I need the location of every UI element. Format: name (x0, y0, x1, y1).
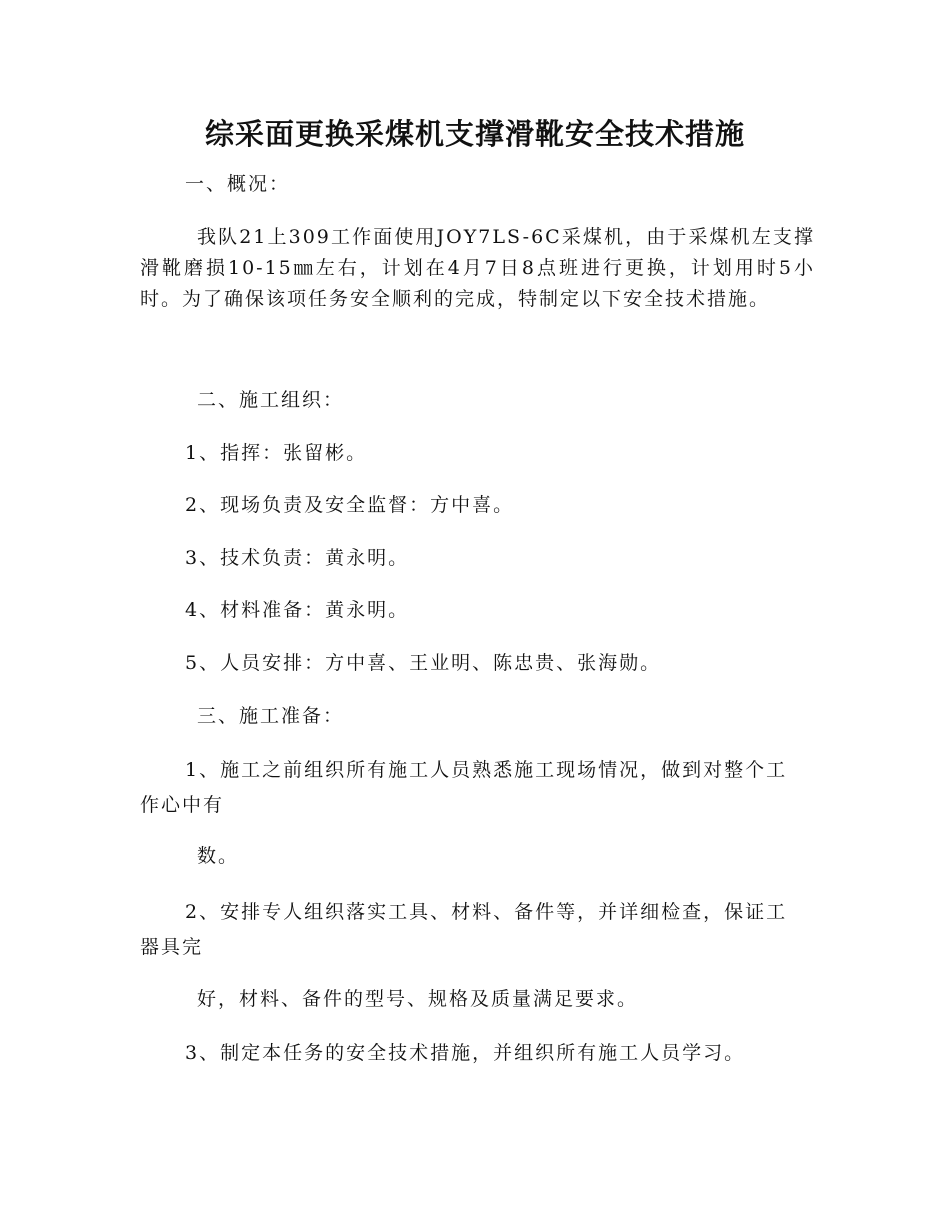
preparation-item2-line2: 器具完 (140, 936, 204, 958)
organization-item-materials: 4、材料准备：黄永明。 (185, 599, 410, 621)
organization-item-personnel: 5、人员安排：方中喜、王业明、陈忠贵、张海勋。 (185, 652, 662, 674)
organization-item-site-supervisor: 2、现场负责及安全监督：方中喜。 (185, 494, 515, 516)
preparation-item1-line1: 1、施工之前组织所有施工人员熟悉施工现场情况，做到对整个工 (185, 759, 788, 781)
section-heading-organization: 二、施工组织： (197, 389, 345, 411)
overview-paragraph: 我队21上309工作面使用JOY7LS-6C采煤机，由于采煤机左支撑滑靴磨损10-15㎜左右，计划在4月7日8点班进行更换，计划用时5小时。为了确保该项任务安全顺利的完成，特制定以下安全技术措施。 (140, 226, 815, 310)
section-heading-overview: 一、概况： (185, 173, 291, 195)
preparation-item1-line2: 作心中有 (140, 794, 225, 816)
document-title: 综采面更换采煤机支撑滑靴安全技术措施 (204, 117, 745, 151)
organization-item-technical-lead: 3、技术负责：黄永明。 (185, 547, 410, 569)
preparation-item1-line3: 数。 (197, 845, 240, 867)
preparation-item2-line1: 2、安排专人组织落实工具、材料、备件等，并详细检查，保证工 (185, 901, 788, 923)
section-heading-preparation: 三、施工准备： (197, 705, 345, 727)
organization-item-commander: 1、指挥：张留彬。 (185, 442, 368, 464)
preparation-item3: 3、制定本任务的安全技术措施，并组织所有施工人员学习。 (185, 1042, 746, 1064)
preparation-item2-line3: 好，材料、备件的型号、规格及质量满足要求。 (197, 988, 639, 1010)
